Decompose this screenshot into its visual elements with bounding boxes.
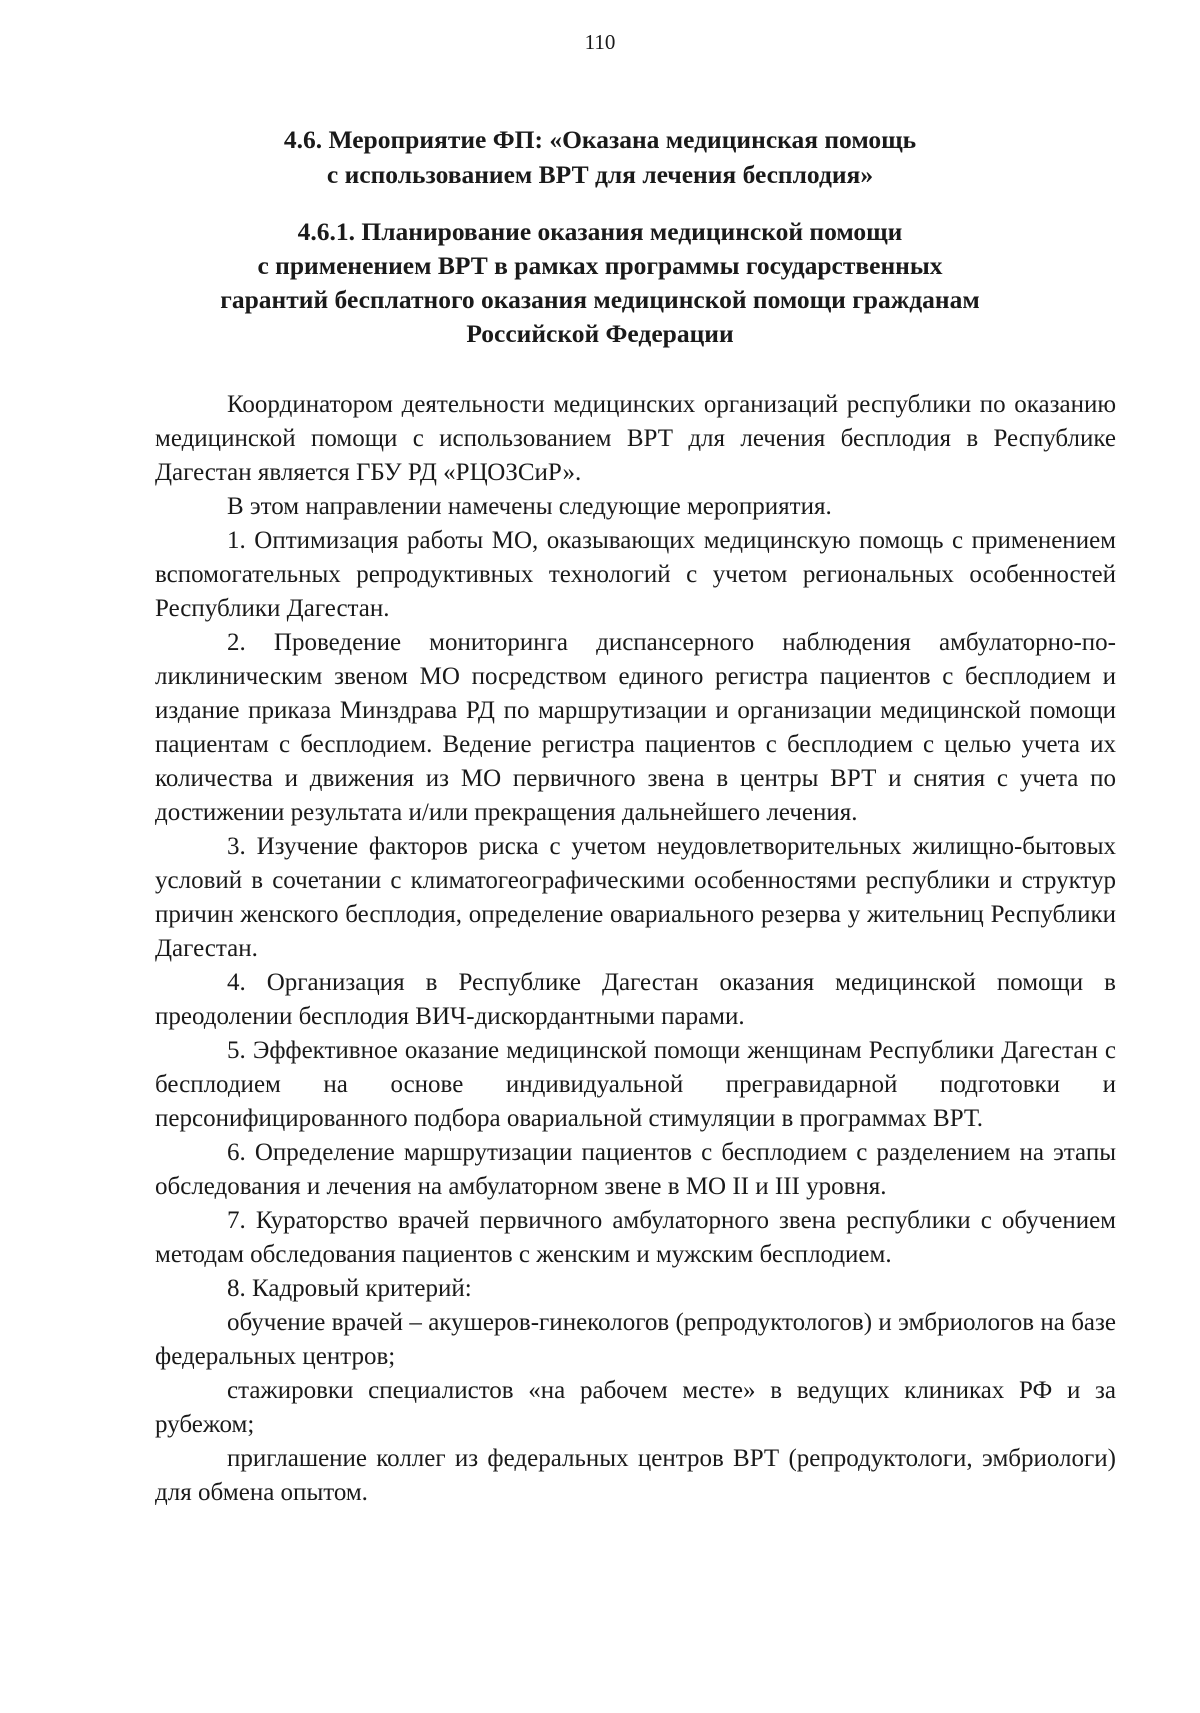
measure-item-3: 3. Изучение факторов риска с учетом неудовлетворительных жилищно-бытовых условий в сочетании с климатогеографическими особенностями республики и структур причин женского бесплодия, определение овариального резерва у жительниц Республики Дагестан. <box>155 833 1116 962</box>
page-number: 110 <box>584 30 616 54</box>
subsection-title <box>150 215 1050 351</box>
section-title-line: 4.6. Мероприятие ФП: «Оказана медицинская помощь <box>283 125 917 154</box>
intro-paragraph: В этом направлении намечены следующие мероприятия. <box>227 493 832 520</box>
staffing-subitem: обучение врачей – акушеров-гинекологов (репродуктологов) и эмбриологов на базе федеральных центров; <box>155 1309 1116 1370</box>
subsection-title-line: гарантий бесплатного оказания медицинской помощи гражданам <box>220 285 980 314</box>
measure-item-2: 2. Проведение мониторинга диспансерного наблюдения амбулаторно-поликлиническим звеном МО посредством единого регистра пациентов с бесплодием и издание приказа Минздрава РД по маршрутизации и организации медицинской помощи пациентам с бесплодием. Ведение регистра пациентов с бесплодием с целью учета их количества и движения из МО первичного звена в центры ВРТ и снятия с учета по достижении результата и/или прекращения дальнейшего лечения. <box>155 629 1116 826</box>
subsection-title-line: 4.6.1. Планирование оказания медицинской помощи <box>297 217 903 246</box>
measure-item-7: 7. Кураторство врачей первичного амбулаторного звена республики с обучением методам обследования пациентов с женским и мужским бесплодием. <box>155 1207 1116 1268</box>
section-title-line: с использованием ВРТ для лечения бесплодия» <box>326 160 874 189</box>
measure-item-8: 8. Кадровый критерий: <box>227 1275 472 1302</box>
section-title <box>150 122 1050 192</box>
intro-paragraph: Координатором деятельности медицинских организаций республики по оказанию медицинской помощи с использованием ВРТ для лечения бесплодия в Республике Дагестан является ГБУ РД «РЦОЗСиР». <box>155 391 1116 486</box>
subsection-title-line: Российской Федерации <box>466 319 734 348</box>
staffing-subitem: приглашение коллег из федеральных центров ВРТ (репродуктологи, эмбриологи) для обмена опытом. <box>155 1445 1116 1506</box>
measure-item-1: 1. Оптимизация работы МО, оказывающих медицинскую помощь с применением вспомогательных репродуктивных технологий с учетом региональных особенностей Республики Дагестан. <box>155 527 1116 622</box>
subsection-title-line: с применением ВРТ в рамках программы государственных <box>257 251 943 280</box>
measure-item-5: 5. Эффективное оказание медицинской помощи женщинам Республики Дагестан с бесплодием на основе индивидуальной прегравидарной подготовки и персонифицированного подбора овариальной стимуляции в программах ВРТ. <box>155 1037 1116 1132</box>
measure-item-4: 4. Организация в Республике Дагестан оказания медицинской помощи в преодолении бесплодия ВИЧ-дискордантными парами. <box>155 969 1116 1030</box>
measure-item-6: 6. Определение маршрутизации пациентов с бесплодием с разделением на этапы обследования и лечения на амбулаторном звене в МО II и III уровня. <box>155 1139 1116 1200</box>
staffing-subitem: стажировки специалистов «на рабочем месте» в ведущих клиниках РФ и за рубежом; <box>155 1377 1116 1438</box>
body-text <box>155 388 1116 1510</box>
